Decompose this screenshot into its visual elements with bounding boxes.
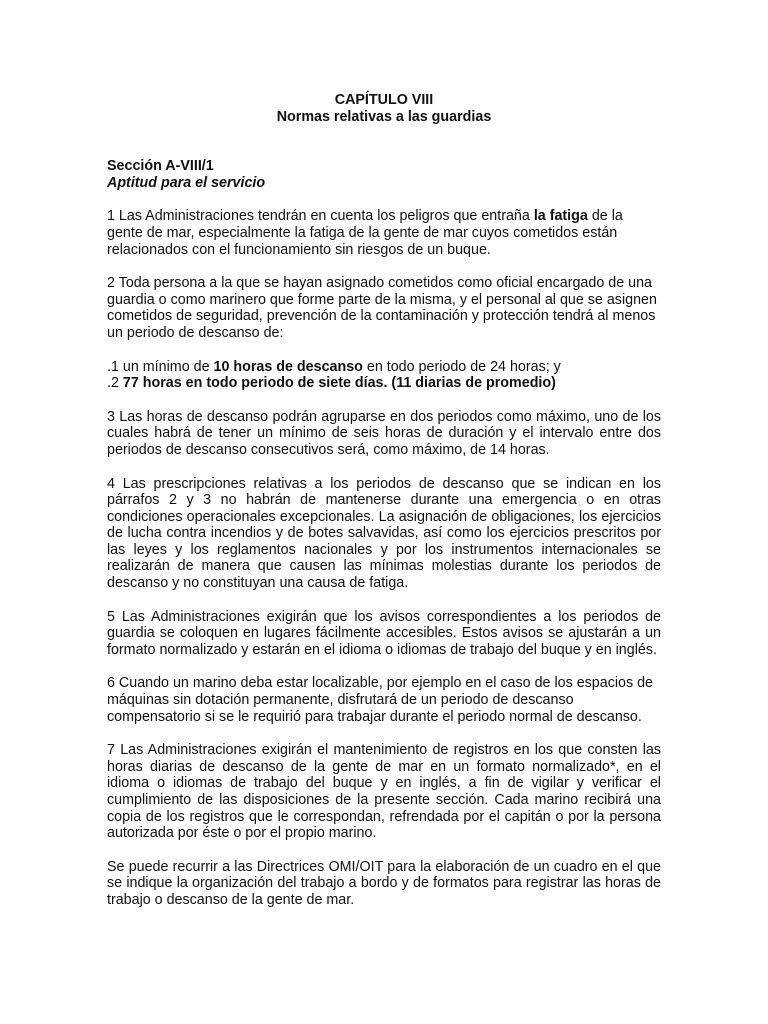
chapter-subtitle: Normas relativas a las guardias [276,108,492,125]
paragraph-2: 2 Toda persona a la que se hayan asignado cometidos como oficial encargado de una guardia o como marinero que forme parte de la misma, y el personal al que se asignen cometidos de seguridad, prevención de la contaminación y protección tendrá al menos un periodo de descanso de: [107,275,657,341]
section-id: Sección A-VIII/1 [107,158,214,175]
paragraph-1-text-b: de la gente de mar, especialmente la fatiga de la gente de mar cuyos cometidos están relacionados con el funcionamiento sin riesgos de un buque. [107,208,623,258]
paragraph-1-text-a: 1 Las Administraciones tendrán en cuenta los peligros que entraña [107,208,534,225]
list-item-2 [107,375,661,392]
list-item-1-emphasis: 10 horas de descanso [213,358,363,375]
list-item-1-prefix: .1 un mínimo de [107,358,214,375]
paragraph-1-emphasis: la fatiga [533,208,588,225]
paragraph-4: 4 Las prescripciones relativas a los periodos de descanso que se indican en los párrafos 2 y 3 no habrán de mantenerse durante una emergencia o en otras condiciones operacionales excepcionales. La asignación de obligaciones, los ejercicios de lucha contra incendios y de botes salvavidas, así como los ejercicios prescritos por las leyes y los reglamentos nacionales y por los instrumentos internacionales se realizarán de manera que causen las mínimas molestias durante los periodos de descanso y no constituyan una causa de fatiga. [107,475,661,592]
chapter-header [107,92,661,125]
paragraph-6: 6 Cuando un marino deba estar localizable, por ejemplo en el caso de los espacios de máquinas sin dotación permanente, disfrutará de un periodo de descanso compensatorio si se le requirió para trabajar durante el periodo normal de descanso. [107,675,654,725]
list-item-1-suffix: en todo periodo de 24 horas; y [362,358,561,375]
paragraph-7: 7 Las Administraciones exigirán el mantenimiento de registros en los que consten las horas diarias de descanso de la gente de mar en un formato normalizado*, en el idioma o idiomas de trabajo del buque y en inglés, a fin de vigilar y verificar el cumplimiento de las disposiciones de la presente sección. Cada marino recibirá una copia de los registros que le correspondan, refrendada por el capitán o por la persona autorizada por éste o por el propio marino. [107,742,661,842]
list-item-1 [107,359,661,376]
list-item-2-emphasis: 77 horas en todo periodo de siete días. (11 diarias de promedio) [122,375,556,392]
paragraph-5: 5 Las Administraciones exigirán que los avisos correspondientes a los periodos de guardia se coloquen en lugares fácilmente accesibles. Estos avisos se ajustarán a un formato normalizado y estarán en el idioma o idiomas de trabajo del buque y en inglés. [107,608,661,658]
section-heading [107,158,661,191]
paragraph-3: 3 Las horas de descanso podrán agruparse en dos periodos como máximo, uno de los cuales habrá de tener un mínimo de seis horas de duración y el intervalo entre dos periodos de descanso consecutivos será, como máximo, de 14 horas. [107,408,661,458]
paragraph-1 [107,208,661,258]
list-item-2-prefix: .2 [107,375,123,392]
rest-hours-list [107,359,661,392]
section-title: Aptitud para el servicio [107,174,266,191]
document-page [107,92,661,909]
chapter-title: CAPÍTULO VIII [334,92,434,108]
paragraph-8: Se puede recurrir a las Directrices OMI/OIT para la elaboración de un cuadro en el que se indique la organización del trabajo a bordo y de formatos para registrar las horas de trabajo o descanso de la gente de mar. [107,858,661,908]
